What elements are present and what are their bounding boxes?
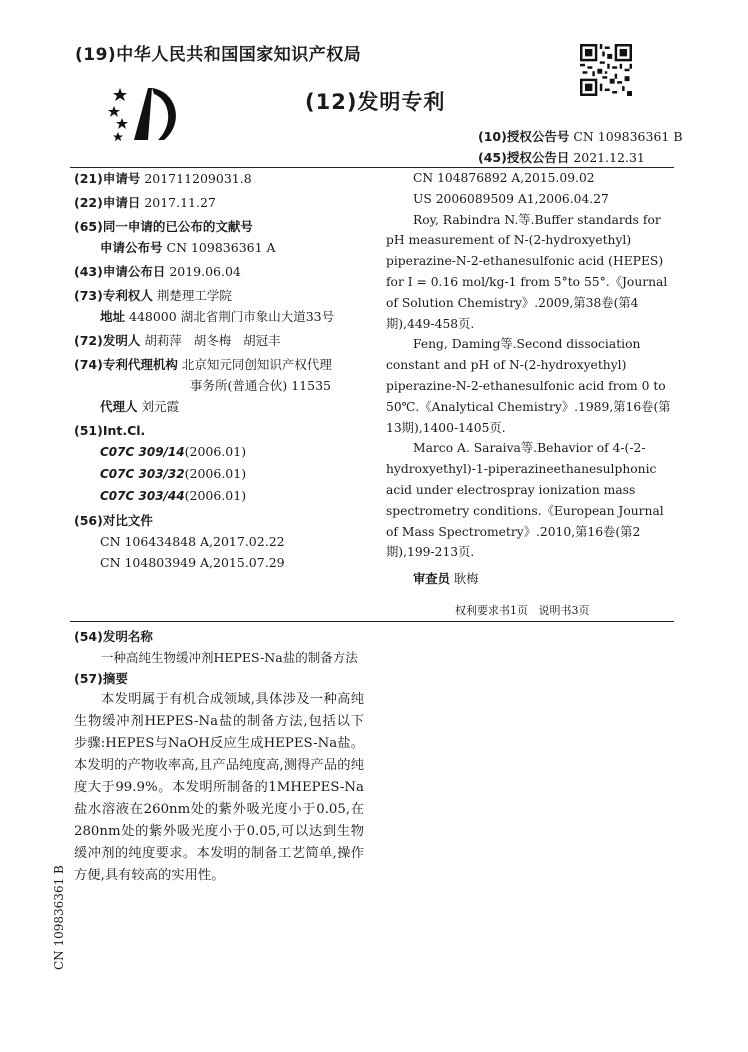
section-divider: [70, 621, 674, 622]
invention-title: 一种高纯生物缓冲剂HEPES-Na盐的制备方法: [101, 650, 358, 665]
document-type: (12)发明专利: [305, 90, 446, 114]
address: 448000 湖北省荆门市象山大道33号: [129, 309, 335, 324]
intcl-version: (2006.01): [184, 444, 247, 459]
ref-patent: CN 104876892 A,2015.09.02: [413, 171, 595, 185]
intcl-code: C07C 309/14: [100, 445, 185, 459]
abstract-label: (57)摘要: [74, 671, 128, 686]
agency-label: (74)专利代理机构: [74, 357, 178, 372]
qr-code-icon: [580, 44, 632, 96]
patentee: 荆楚理工学院: [156, 288, 232, 303]
grant-date: 2021.12.31: [573, 150, 645, 165]
grant-info: [478, 126, 683, 168]
grant-date-label: (45)授权公告日: [478, 150, 570, 165]
prior-pub-label: (65)同一申请的已公布的文献号: [74, 219, 253, 234]
invention-section: [74, 626, 364, 887]
inventors-label: (72)发明人: [74, 333, 141, 348]
ref-patent: CN 104803949 A,2015.07.29: [100, 555, 285, 570]
agency-line2: 事务所(普通合伙) 11535: [190, 378, 331, 393]
cnipa-logo-icon: [108, 84, 188, 142]
pub-date-label: (43)申请公布日: [74, 264, 166, 279]
ref-literature: Roy, Rabindra N.等.Buffer standards for pH measurement of N-(2-hydroxyethyl) piperazine-N-2-ethanesulfonic acid (HEPES) for I = 0.16 mol/kg-1 from 5°to 55°.《Journal of Solution Chemistry》.2009,第38卷(第4期),449-458页.: [386, 212, 668, 331]
ref-literature: Feng, Daming等.Second dissociation constant and pH of N-(2-hydroxyethyl) piperazine-N-2-ethanesulfonic acid from 0 to 50℃.《Analytical Chemistry》.1989,第16卷(第13期),1400-1405页.: [386, 337, 671, 435]
agency-line1: 北京知元同创知识产权代理: [181, 357, 332, 372]
filing-date: 2017.11.27: [144, 195, 216, 210]
intcl-label: (51)Int.Cl.: [74, 423, 146, 438]
examiner-row: [386, 569, 676, 590]
pub-no: CN 109836361 A: [166, 240, 276, 255]
intcl-code: C07C 303/32: [100, 467, 185, 481]
refs-label: (56)对比文件: [74, 513, 153, 528]
intcl-version: (2006.01): [184, 466, 247, 481]
office-title: (19)中华人民共和国国家知识产权局: [75, 45, 362, 65]
pub-date: 2019.06.04: [169, 264, 241, 279]
address-label: 地址: [100, 309, 126, 324]
filing-date-label: (22)申请日: [74, 195, 141, 210]
examiner-label: 审查员: [413, 572, 450, 587]
side-doc-number-text: CN 109836361 B: [52, 865, 66, 970]
bibliographic-data: [74, 168, 384, 573]
ref-patent: CN 106434848 A,2017.02.22: [100, 534, 285, 549]
agent: 刘元霞: [141, 399, 180, 414]
pub-no-label: 申请公布号: [100, 240, 163, 255]
ref-literature: Marco A. Saraiva等.Behavior of 4-(-2-hydroxyethyl)-1-piperazineethanesulphonic acid under electrospray ionization mass spectrometry conditions.《European Journal of Mass Spectrometry》.2010,第16卷(第2期),199-213页.: [386, 441, 664, 560]
inventors: 胡莉萍 胡冬梅 胡冠丰: [144, 333, 281, 348]
intcl-code: C07C 303/44: [100, 489, 185, 503]
app-no-label: (21)申请号: [74, 171, 141, 186]
agent-label: 代理人: [100, 399, 138, 414]
title-label: (54)发明名称: [74, 629, 153, 644]
abstract-text: 本发明属于有机合成领域,具体涉及一种高纯生物缓冲剂HEPES-Na盐的制备方法,包括以下步骤:HEPES与NaOH反应生成HEPES-Na盐。本发明的产物收率高,且产品纯度高,测得产品的纯度大于99.9%。本发明所制备的1MHEPES-Na盐水溶液在260nm处的紫外吸光度小于0.05,在280nm处的紫外吸光度小于0.05,可以达到生物缓冲剂的纯度要求。本发明的制备工艺简单,操作方便,具有较高的实用性。: [74, 692, 364, 883]
grant-no: CN 109836361 B: [573, 129, 683, 144]
examiner: 耿梅: [453, 572, 479, 587]
patentee-label: (73)专利权人: [74, 288, 153, 303]
intcl-version: (2006.01): [184, 488, 247, 503]
grant-no-label: (10)授权公告号: [478, 129, 570, 144]
page-count: 权利要求书1页 说明书3页: [455, 604, 590, 617]
side-doc-number: [52, 860, 66, 970]
ref-patent: US 2006089509 A1,2006.04.27: [413, 191, 609, 206]
references-continued: [386, 168, 676, 590]
app-no: 201711209031.8: [144, 171, 252, 186]
